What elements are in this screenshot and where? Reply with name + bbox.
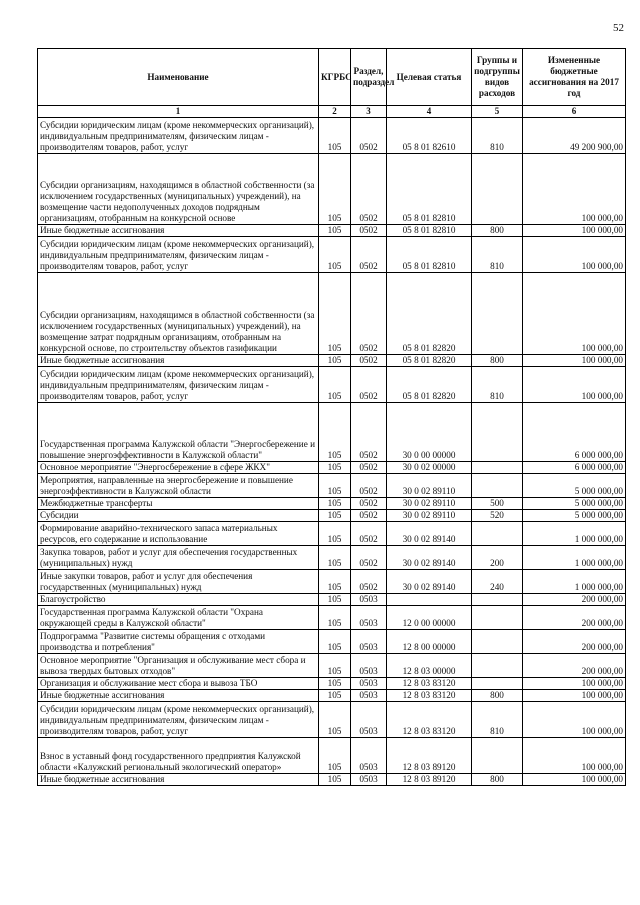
table-row <box>38 225 626 237</box>
table-cell-target: 12 8 03 89120 <box>387 738 472 774</box>
table-cell-kgrbs: 105 <box>319 367 351 403</box>
table-cell-amount: 100 000,00 <box>523 237 626 273</box>
table-cell-kgrbs: 105 <box>319 522 351 546</box>
table-cell-kgrbs: 105 <box>319 738 351 774</box>
table-cell-target: 30 0 02 89110 <box>387 510 472 522</box>
table-cell-name: Закупка товаров, работ и услуг для обеспечения государственных (муниципальных) нужд <box>38 546 319 570</box>
table-row <box>38 570 626 594</box>
table-cell-name: Государственная программа Калужской области "Энергосбережение и повышение энергоэффективности в Калужской области" <box>38 403 319 462</box>
header-amount: Измененные бюджетные ассигнования на 2017 год <box>523 49 626 106</box>
table-cell-target: 30 0 02 00000 <box>387 462 472 474</box>
table-cell-section: 0503 <box>351 606 387 630</box>
table-cell-target: 30 0 02 89140 <box>387 546 472 570</box>
table-cell-amount: 6 000 000,00 <box>523 462 626 474</box>
header-name: Наименование <box>38 49 319 106</box>
table-cell-name: Взнос в уставный фонд государственного предприятия Калужской области «Калужский региональный экологический оператор» <box>38 738 319 774</box>
table-cell-section: 0502 <box>351 225 387 237</box>
table-cell-kgrbs: 105 <box>319 570 351 594</box>
table-cell-amount: 1 000 000,00 <box>523 522 626 546</box>
table-cell-section: 0503 <box>351 702 387 738</box>
table-cell-section: 0502 <box>351 154 387 225</box>
table-cell-section: 0503 <box>351 774 387 786</box>
table-cell-group: 800 <box>472 774 523 786</box>
header-target: Целевая статья <box>387 49 472 106</box>
table-cell-group: 800 <box>472 225 523 237</box>
table-cell-group <box>472 654 523 678</box>
table-cell-name: Субсидии юридическим лицам (кроме некоммерческих организаций), индивидуальным предпринимателям, физическим лицам - производителям товаров, работ, услуг <box>38 118 319 154</box>
table-cell-target: 12 8 03 00000 <box>387 654 472 678</box>
table-cell-kgrbs: 105 <box>319 474 351 498</box>
table-cell-amount: 1 000 000,00 <box>523 570 626 594</box>
table-cell-group: 500 <box>472 498 523 510</box>
table-cell-section: 0502 <box>351 118 387 154</box>
table-cell-group: 810 <box>472 118 523 154</box>
table-cell-kgrbs: 105 <box>319 546 351 570</box>
table-cell-group <box>472 630 523 654</box>
table-row <box>38 738 626 774</box>
table-cell-target: 12 8 03 83120 <box>387 678 472 690</box>
table-row <box>38 462 626 474</box>
table-cell-target: 12 8 00 00000 <box>387 630 472 654</box>
column-number-row <box>38 106 626 118</box>
table-row <box>38 678 626 690</box>
table-cell-target: 05 8 01 82820 <box>387 367 472 403</box>
table-cell-target: 05 8 01 82820 <box>387 273 472 355</box>
table-cell-target: 05 8 01 82810 <box>387 154 472 225</box>
table-cell-kgrbs: 105 <box>319 594 351 606</box>
table-cell-name: Иные бюджетные ассигнования <box>38 225 319 237</box>
table-cell-section: 0502 <box>351 570 387 594</box>
table-cell-kgrbs: 105 <box>319 690 351 702</box>
table-cell-kgrbs: 105 <box>319 154 351 225</box>
table-cell-name: Субсидии юридическим лицам (кроме некоммерческих организаций), индивидуальным предпринимателям, физическим лицам - производителям товаров, работ, услуг <box>38 367 319 403</box>
table-cell-section: 0503 <box>351 678 387 690</box>
table-cell-kgrbs: 105 <box>319 462 351 474</box>
table-row <box>38 522 626 546</box>
table-cell-section: 0502 <box>351 510 387 522</box>
table-cell-name: Иные бюджетные ассигнования <box>38 774 319 786</box>
page-number: 52 <box>613 22 624 34</box>
table-cell-group: 810 <box>472 367 523 403</box>
table-cell-target: 30 0 02 89110 <box>387 474 472 498</box>
table-cell-group: 520 <box>472 510 523 522</box>
table-cell-amount: 1 000 000,00 <box>523 546 626 570</box>
table-cell-name: Иные бюджетные ассигнования <box>38 355 319 367</box>
table-cell-group: 800 <box>472 690 523 702</box>
table-cell-name: Межбюджетные трансферты <box>38 498 319 510</box>
table-cell-amount: 200 000,00 <box>523 630 626 654</box>
table-cell-target <box>387 594 472 606</box>
table-cell-amount: 100 000,00 <box>523 367 626 403</box>
column-number: 1 <box>38 106 319 118</box>
table-cell-target: 05 8 01 82820 <box>387 355 472 367</box>
table-cell-target: 12 8 03 89120 <box>387 774 472 786</box>
table-cell-amount: 100 000,00 <box>523 702 626 738</box>
table-cell-kgrbs: 105 <box>319 774 351 786</box>
table-cell-kgrbs: 105 <box>319 606 351 630</box>
table-cell-section: 0502 <box>351 462 387 474</box>
table-row <box>38 606 626 630</box>
table-cell-name: Подпрограмма "Развитие системы обращения с отходами производства и потребления" <box>38 630 319 654</box>
column-number: 6 <box>523 106 626 118</box>
table-cell-section: 0502 <box>351 273 387 355</box>
table-cell-section: 0503 <box>351 594 387 606</box>
table-cell-group <box>472 594 523 606</box>
table-cell-name: Мероприятия, направленные на энергосбережение и повышение энергоэффективности в Калужской области <box>38 474 319 498</box>
table-cell-kgrbs: 105 <box>319 118 351 154</box>
table-cell-name: Субсидии организациям, находящимся в областной собственности (за исключением государственных (муниципальных) учреждений), на возмещение части недополученных доходов подрядным организациям, отобранным на конкурсной основе <box>38 154 319 225</box>
table-cell-amount: 5 000 000,00 <box>523 510 626 522</box>
table-row <box>38 654 626 678</box>
table-cell-name: Организация и обслуживание мест сбора и вывоза ТБО <box>38 678 319 690</box>
table-cell-group <box>472 606 523 630</box>
table-cell-amount: 5 000 000,00 <box>523 498 626 510</box>
table-cell-group <box>472 273 523 355</box>
table-cell-group <box>472 474 523 498</box>
table-row <box>38 690 626 702</box>
table-cell-amount: 49 200 900,00 <box>523 118 626 154</box>
table-cell-kgrbs: 105 <box>319 355 351 367</box>
table-cell-amount: 100 000,00 <box>523 355 626 367</box>
table-cell-amount: 5 000 000,00 <box>523 474 626 498</box>
table-cell-group <box>472 462 523 474</box>
table-row <box>38 367 626 403</box>
table-row <box>38 498 626 510</box>
table-cell-group: 200 <box>472 546 523 570</box>
table-cell-target: 30 0 00 00000 <box>387 403 472 462</box>
header-kgrbs: КГРБС <box>319 49 351 106</box>
column-number: 2 <box>319 106 351 118</box>
table-cell-kgrbs: 105 <box>319 498 351 510</box>
table-cell-amount: 200 000,00 <box>523 606 626 630</box>
header-groups: Группы и подгруппы видов расходов <box>472 49 523 106</box>
table-row <box>38 154 626 225</box>
table-cell-section: 0503 <box>351 654 387 678</box>
table-cell-section: 0503 <box>351 630 387 654</box>
table-row <box>38 774 626 786</box>
table-cell-target: 05 8 01 82810 <box>387 237 472 273</box>
table-cell-name: Государственная программа Калужской области "Охрана окружающей среды в Калужской области" <box>38 606 319 630</box>
table-cell-kgrbs: 105 <box>319 630 351 654</box>
table-row <box>38 702 626 738</box>
table-cell-kgrbs: 105 <box>319 237 351 273</box>
table-cell-group <box>472 678 523 690</box>
table-cell-name: Иные бюджетные ассигнования <box>38 690 319 702</box>
header-section: Раздел, подраздел <box>351 49 387 106</box>
table-row <box>38 273 626 355</box>
column-number: 3 <box>351 106 387 118</box>
table-cell-group <box>472 522 523 546</box>
table-cell-amount: 100 000,00 <box>523 738 626 774</box>
table-cell-target: 30 0 02 89110 <box>387 498 472 510</box>
table-cell-name: Субсидии организациям, находящимся в областной собственности (за исключением государственных (муниципальных) учреждений), на возмещение затрат подрядным организациям, отобранным на конкурсной основе, по строительству объектов газификации <box>38 273 319 355</box>
table-cell-name: Субсидии юридическим лицам (кроме некоммерческих организаций), индивидуальным предпринимателям, физическим лицам - производителям товаров, работ, услуг <box>38 237 319 273</box>
table-cell-target: 12 8 03 83120 <box>387 690 472 702</box>
column-number: 4 <box>387 106 472 118</box>
budget-table <box>37 48 626 786</box>
table-cell-name: Субсидии <box>38 510 319 522</box>
header-row <box>38 49 626 106</box>
table-cell-group: 240 <box>472 570 523 594</box>
table-cell-section: 0502 <box>351 355 387 367</box>
table-cell-group: 800 <box>472 355 523 367</box>
table-cell-amount: 100 000,00 <box>523 678 626 690</box>
table-cell-name: Иные закупки товаров, работ и услуг для обеспечения государственных (муниципальных) нужд <box>38 570 319 594</box>
table-row <box>38 630 626 654</box>
table-row <box>38 474 626 498</box>
table-cell-amount: 200 000,00 <box>523 594 626 606</box>
table-cell-target: 30 0 02 89140 <box>387 522 472 546</box>
table-cell-section: 0502 <box>351 367 387 403</box>
table-cell-section: 0502 <box>351 403 387 462</box>
table-row <box>38 594 626 606</box>
table-row <box>38 510 626 522</box>
table-cell-kgrbs: 105 <box>319 510 351 522</box>
table-cell-group: 810 <box>472 237 523 273</box>
table-cell-target: 05 8 01 82610 <box>387 118 472 154</box>
table-row <box>38 403 626 462</box>
table-cell-section: 0502 <box>351 237 387 273</box>
table-cell-kgrbs: 105 <box>319 654 351 678</box>
table-cell-group <box>472 403 523 462</box>
table-cell-kgrbs: 105 <box>319 273 351 355</box>
table-cell-group: 810 <box>472 702 523 738</box>
table-cell-kgrbs: 105 <box>319 702 351 738</box>
table-cell-name: Основное мероприятие "Энергосбережение в сфере ЖКХ" <box>38 462 319 474</box>
table-cell-group <box>472 738 523 774</box>
table-cell-name: Основное мероприятие "Организация и обслуживание мест сбора и вывоза твердых бытовых отходов" <box>38 654 319 678</box>
table-cell-name: Формирование аварийно-технического запаса материальных ресурсов, его содержание и использование <box>38 522 319 546</box>
table-cell-section: 0502 <box>351 498 387 510</box>
table-cell-section: 0502 <box>351 546 387 570</box>
table-cell-amount: 100 000,00 <box>523 774 626 786</box>
table-cell-section: 0502 <box>351 522 387 546</box>
table-cell-amount: 100 000,00 <box>523 273 626 355</box>
table-cell-section: 0503 <box>351 738 387 774</box>
table-cell-amount: 100 000,00 <box>523 225 626 237</box>
table-cell-target: 12 0 00 00000 <box>387 606 472 630</box>
table-row <box>38 546 626 570</box>
table-cell-target: 30 0 02 89140 <box>387 570 472 594</box>
table-cell-kgrbs: 105 <box>319 678 351 690</box>
table-row <box>38 237 626 273</box>
table-cell-amount: 100 000,00 <box>523 154 626 225</box>
table-cell-target: 05 8 01 82810 <box>387 225 472 237</box>
table-cell-amount: 6 000 000,00 <box>523 403 626 462</box>
table-cell-target: 12 8 03 83120 <box>387 702 472 738</box>
table-cell-name: Субсидии юридическим лицам (кроме некоммерческих организаций), индивидуальным предпринимателям, физическим лицам - производителям товаров, работ, услуг <box>38 702 319 738</box>
table-cell-amount: 100 000,00 <box>523 690 626 702</box>
table-cell-section: 0502 <box>351 474 387 498</box>
table-cell-group <box>472 154 523 225</box>
table-row <box>38 355 626 367</box>
column-number: 5 <box>472 106 523 118</box>
table-cell-name: Благоустройство <box>38 594 319 606</box>
table-cell-section: 0503 <box>351 690 387 702</box>
table-cell-kgrbs: 105 <box>319 225 351 237</box>
table-row <box>38 118 626 154</box>
table-cell-amount: 200 000,00 <box>523 654 626 678</box>
table-cell-kgrbs: 105 <box>319 403 351 462</box>
